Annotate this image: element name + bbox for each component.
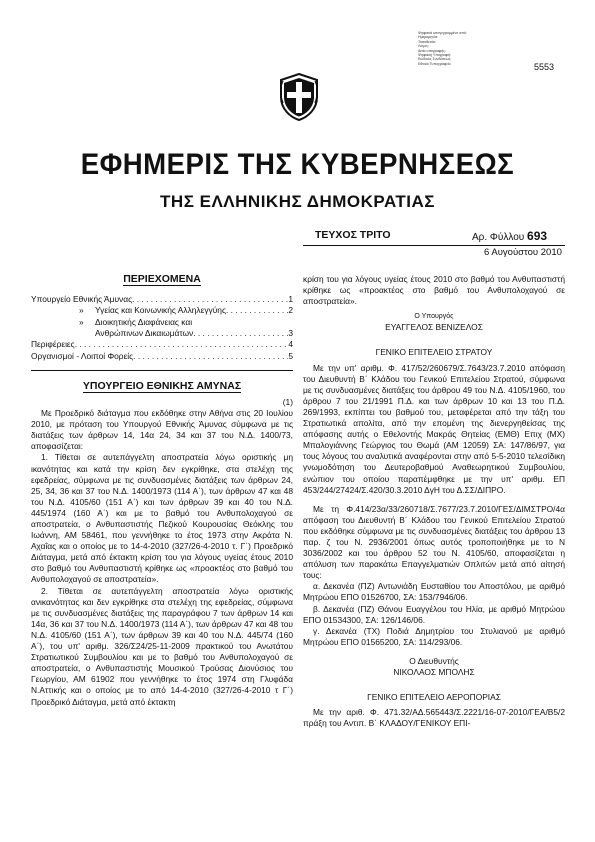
- director-role: Ο Διευθυντής: [409, 655, 459, 666]
- toc-leader: [75, 339, 289, 350]
- ministry-heading-text: ΥΠΟΥΡΓΕΙΟ ΕΘΝΙΚΗΣ ΑΜΥΝΑΣ: [82, 379, 242, 392]
- toc-page: 5: [288, 350, 293, 361]
- toc-page: 3: [288, 327, 293, 338]
- toc-leader: [226, 305, 288, 316]
- body-paragraph: Με τη Φ.414/23α/33/260718/Σ.7677/23.7.2010/ΓΕΣ/ΔΙΜΣΤΡΟ/4α απόφαση του Διευθυντή Β΄ Κλάδου του Γενικού Επιτελείου Στρατού που εκδόθηκε σύμφωνα με τις συνδυασμένες διατάξεις του άρθρου 13 παρ. ζ του Ν. 2936/2001 όπως αυτός τροποποιήθηκε με το Ν 3036/2002 και του άρθρου 52 του Ν. 4105/60, αποφασίζεται η απόλυση των παρακάτω Επαγγελματιών Οπλιτών μετά από αίτησή τους:: [303, 503, 565, 581]
- toc-label: Υπουργείο Εθνικής Άμυνας: [31, 294, 133, 305]
- toc-page: 1: [288, 294, 293, 305]
- toc-leader: [133, 351, 288, 362]
- list-item: γ. Δεκανέα (ΤΧ) Ποδιά Δημητρίου του Στυλιανού με αριθμό Μητρώου ΕΠΟ 01565200, ΣΑ: 114/293/06.: [303, 625, 565, 647]
- body-paragraph: Με την υπ' αριθμ. Φ. 417/52/260679/Σ.7643/23.7.2010 απόφαση του Διευθυντή Β΄ Κλάδου του Γενικού Επιτελείου Στρατού, σύμφωνα με τις συνδυασμένες διατάξεις του άρθρου 49 του Ν.Δ. 4105/1960, του άρθρου 7 του 21/1991 Π.Δ. και των άρθρων 10 και 13 του Π.Δ. 269/1993, εκπίπτει του βαθμού του, μεταφέρεται από την τάξη του Στρατιωτικά απολίτα, από την επομένη της διενεργηθείσας της απόφασης αυτής ο Εθελοντής Μακράς Θητείας (ΕΜΘ) Επιχ (ΜΧ) Μπαλογιάννης Γεώργιος του Θωμά (ΑΜ 12059) ΣΑ: 147/86/97, για τους λόγους του αναλυτικά αναφέρονται στην από 5-5-2010 τελεσίδικη γνωμοδότηση του Δευτεροβαθμού Αναθεωρητικού Συμβουλίου, ενώπιον του οποίου παραπέμφθηκε με την υπ' αριθμ. ΕΠ 453/244/27424/Σ.420/30.3.2010 ΔγΗ του Δ.ΣΣ/ΔΙΠΡΟ.: [303, 362, 565, 495]
- sheet-number: [472, 229, 547, 243]
- toc-label: Περιφέρειες: [31, 339, 75, 350]
- body-paragraph: Με Προεδρικό διάταγμα που εκδόθηκε στην Αθήνα στις 20 Ιουλίου 2010, με πρόταση του Υπουργού Εθνικής Άμυνας σύμφωνα με τις διατάξεις των άρθρων 14, 14α 24, 34 και 37 του Ν.Δ. 1400/73, αποφασίζεται:: [31, 408, 293, 452]
- list-item: α. Δεκανέα (ΠΖ) Αντωνιάδη Ευσταθίου του Αποστόλου, με αριθμό Μητρώου ΕΠΟ 01526700, ΣΑ: 153/7946/06.: [303, 581, 565, 603]
- right-column: [303, 274, 565, 729]
- stamp-line: Εθνικό Τυπογραφείο: [418, 61, 451, 66]
- toc-page: 4: [288, 339, 293, 350]
- issue-label: ΤΕΥΧΟΣ ΤΡΙΤΟ: [315, 229, 391, 241]
- stamp-line: Λόγος:: [418, 44, 429, 49]
- toc-leader: [132, 294, 288, 305]
- toc-label: Οργανισμοί - Λοιποί Φορείς: [31, 350, 134, 361]
- issue-date: 6 Αυγούστου 2010: [484, 247, 562, 258]
- sheet-label: Αρ. Φύλλου: [472, 232, 525, 243]
- decision-number: (1): [282, 396, 293, 407]
- body-paragraph: κρίση του για λόγους υγείας έτους 2010 στο βαθμό του Ανθυπαστιστή κρίθηκε ως «προακτέος στο βαθμό του Ανθυπολοχαγού σε αποστρατεία».: [303, 274, 565, 307]
- contents-heading: [31, 274, 293, 285]
- left-column: [31, 274, 293, 708]
- stamp-line: Κωδικός Συνδέσεως:: [418, 57, 452, 62]
- stamp-line: Ημερομηνία:: [418, 35, 439, 40]
- sheet-number-value: 693: [527, 229, 548, 243]
- toc-row[interactable]: [31, 339, 293, 350]
- section-divider: [31, 370, 293, 371]
- contents-heading-text: ΠΕΡΙΕΧΟΜΕΝΑ: [123, 273, 201, 285]
- greek-coat-of-arms-icon: [277, 73, 321, 121]
- toc-page: 2: [288, 305, 293, 316]
- toc-row[interactable]: [31, 351, 293, 362]
- stamp-line: Αιτία υπογραφής:: [418, 48, 446, 53]
- toc-row[interactable]: [31, 317, 293, 328]
- ministry-heading: [31, 381, 293, 392]
- army-heading: ΓΕΝΙΚΟ ΕΠΙΤΕΛΕΙΟ ΣΤΡΑΤΟΥ: [375, 347, 493, 358]
- toc-label: Ανθρώπινων Δικαιωμάτων: [95, 327, 194, 338]
- director-name: ΝΙΚΟΛΑΟΣ ΜΠΟΛΗΣ: [393, 667, 475, 677]
- toc-row[interactable]: [31, 305, 293, 316]
- toc-leader: [193, 328, 288, 339]
- page-number: 5553: [534, 62, 555, 72]
- list-item: β. Δεκανέα (ΠΖ) Θάνου Ευαγγέλου του Ηλία, με αριθμό Μητρώου ΕΠΟ 01534300, ΣΑ: 126/146/06.: [303, 603, 565, 625]
- body-paragraph: 1. Τίθεται σε αυτεπάγγελτη αποστρατεία λόγω οριστικής μη ικανότητας και κατά την κρίση δεν εγκρίθηκε, στα στελέχη της εφεδρείας, σύμφωνα με τις συνδυασμένες διατάξεις των άρθρων 24, 25, 34, 36 και 37 του Ν.Δ. 1400/1973 (114 Α΄), των άρθρων 47 και 48 του Ν.Δ. 4105/60 (151 Α΄) και των άρθρων 39 και 40 του Ν.Δ. 445/1974 (160 Α΄) και με το βαθμό του Ανθυπολοχαγού σε αποστρατεία, ο Ανθυπαστιστής Πεζικού Κουρουσίας Θεόκλης του Ιωάννη, ΑΜ 58461, που γεννήθηκε το έτος 1973 στην Ακράτα Ν. Αχαΐας και ο οποίος με το 14-4-2010 (327/26-4-2010 τ. Γ΄) Προεδρικό Διάταγμα, μετά από έκτακτη κρίση του για λόγους υγείας έτους 2010 στο βαθμό του Ανθυπαστιστή κρίθηκε ως «προακτέος στο βαθμό του Ανθυπολοχαγού σε αποστρατεία».: [31, 452, 293, 585]
- toc-label: Υγείας και Κοινωνικής Αλληλεγγύης: [95, 305, 226, 316]
- toc-bullet: »: [79, 316, 84, 327]
- stamp-line: Ψηφιακά υπογεγραμμένο από:: [418, 31, 467, 35]
- header-rule: [303, 245, 565, 246]
- body-paragraph: 2. Τίθεται σε αυτεπάγγελτη αποστρατεία λόγω οριστικής ανικανότητας και δεν εγκρίθηκε στα στελέχη της εφεδρείας, σύμφωνα με τις συνδυασμένες διατάξεις της παραγράφου 7 των άρθρων 14 και 14α, 36 και 37 του Ν.Δ. 1400/1973 (114 Α΄), των άρθρων 47 και 48 του Ν.Δ. 4105/60 (151 Α΄), των άρθρων 39 και 40 του Ν.Δ. 445/74 (160 Α΄), του υπ' αριθμ. 326/Σ24/25-11-2009 πρακτικού του Ανωτάτου Στρατιωτικού Συμβουλίου και με το βαθμό του Ανθυπολοχαγού σε αποστρατεία, ο Ανθυπαστιστής Μουσικού Τρούσας Διονύσιος του Γεωργίου, ΑΜ 61902 που γεννήθηκε το έτος 1974 στη Γλυφάδα Ν.Αττικής και ο οποίος με το από 14-4-2010 (327/26-4-2010 τ Γ΄) Προεδρικό Διάταγμα, μετά από έκτακτη: [31, 585, 293, 707]
- toc-bullet: »: [79, 305, 84, 316]
- toc-row[interactable]: [31, 328, 293, 339]
- stamp-line: Τοποθεσία:: [418, 39, 436, 44]
- signoff-role: Ο Υπουργός: [414, 313, 454, 321]
- signoff-name: ΕΥΑΓΓΕΛΟΣ ΒΕΝΙΖΕΛΟΣ: [385, 322, 483, 333]
- airforce-heading: ΓΕΝΙΚΟ ΕΠΙΤΕΛΕΙΟ ΑΕΡΟΠΟΡΙΑΣ: [367, 692, 501, 703]
- body-paragraph: Με την αριθ. Φ. 471.32/ΑΔ.565443/Σ.2221/16-07-2010/ΓΕΑ/Β5/2 πράξη του Αντιπ. Β΄ ΚΛΑΔΟΥ/ΓΕΝΙΚΟΥ ΕΠΙ-: [303, 707, 565, 729]
- gazette-subtitle: ΤΗΣ ΕΛΛΗΝΙΚΗΣ ΔΗΜΟΚΡΑΤΙΑΣ: [160, 192, 435, 211]
- gazette-title: ΕΦΗΜΕΡΙΣ ΤΗΣ ΚΥΒΕΡΝΗΣΕΩΣ: [80, 148, 515, 181]
- digital-signature-stamp: [418, 31, 476, 66]
- toc-row[interactable]: [31, 294, 293, 305]
- stamp-line: Ψηφιακή Υπογραφή:: [418, 53, 452, 58]
- toc-label: Διοικητικής Διαφάνειας και: [95, 316, 193, 327]
